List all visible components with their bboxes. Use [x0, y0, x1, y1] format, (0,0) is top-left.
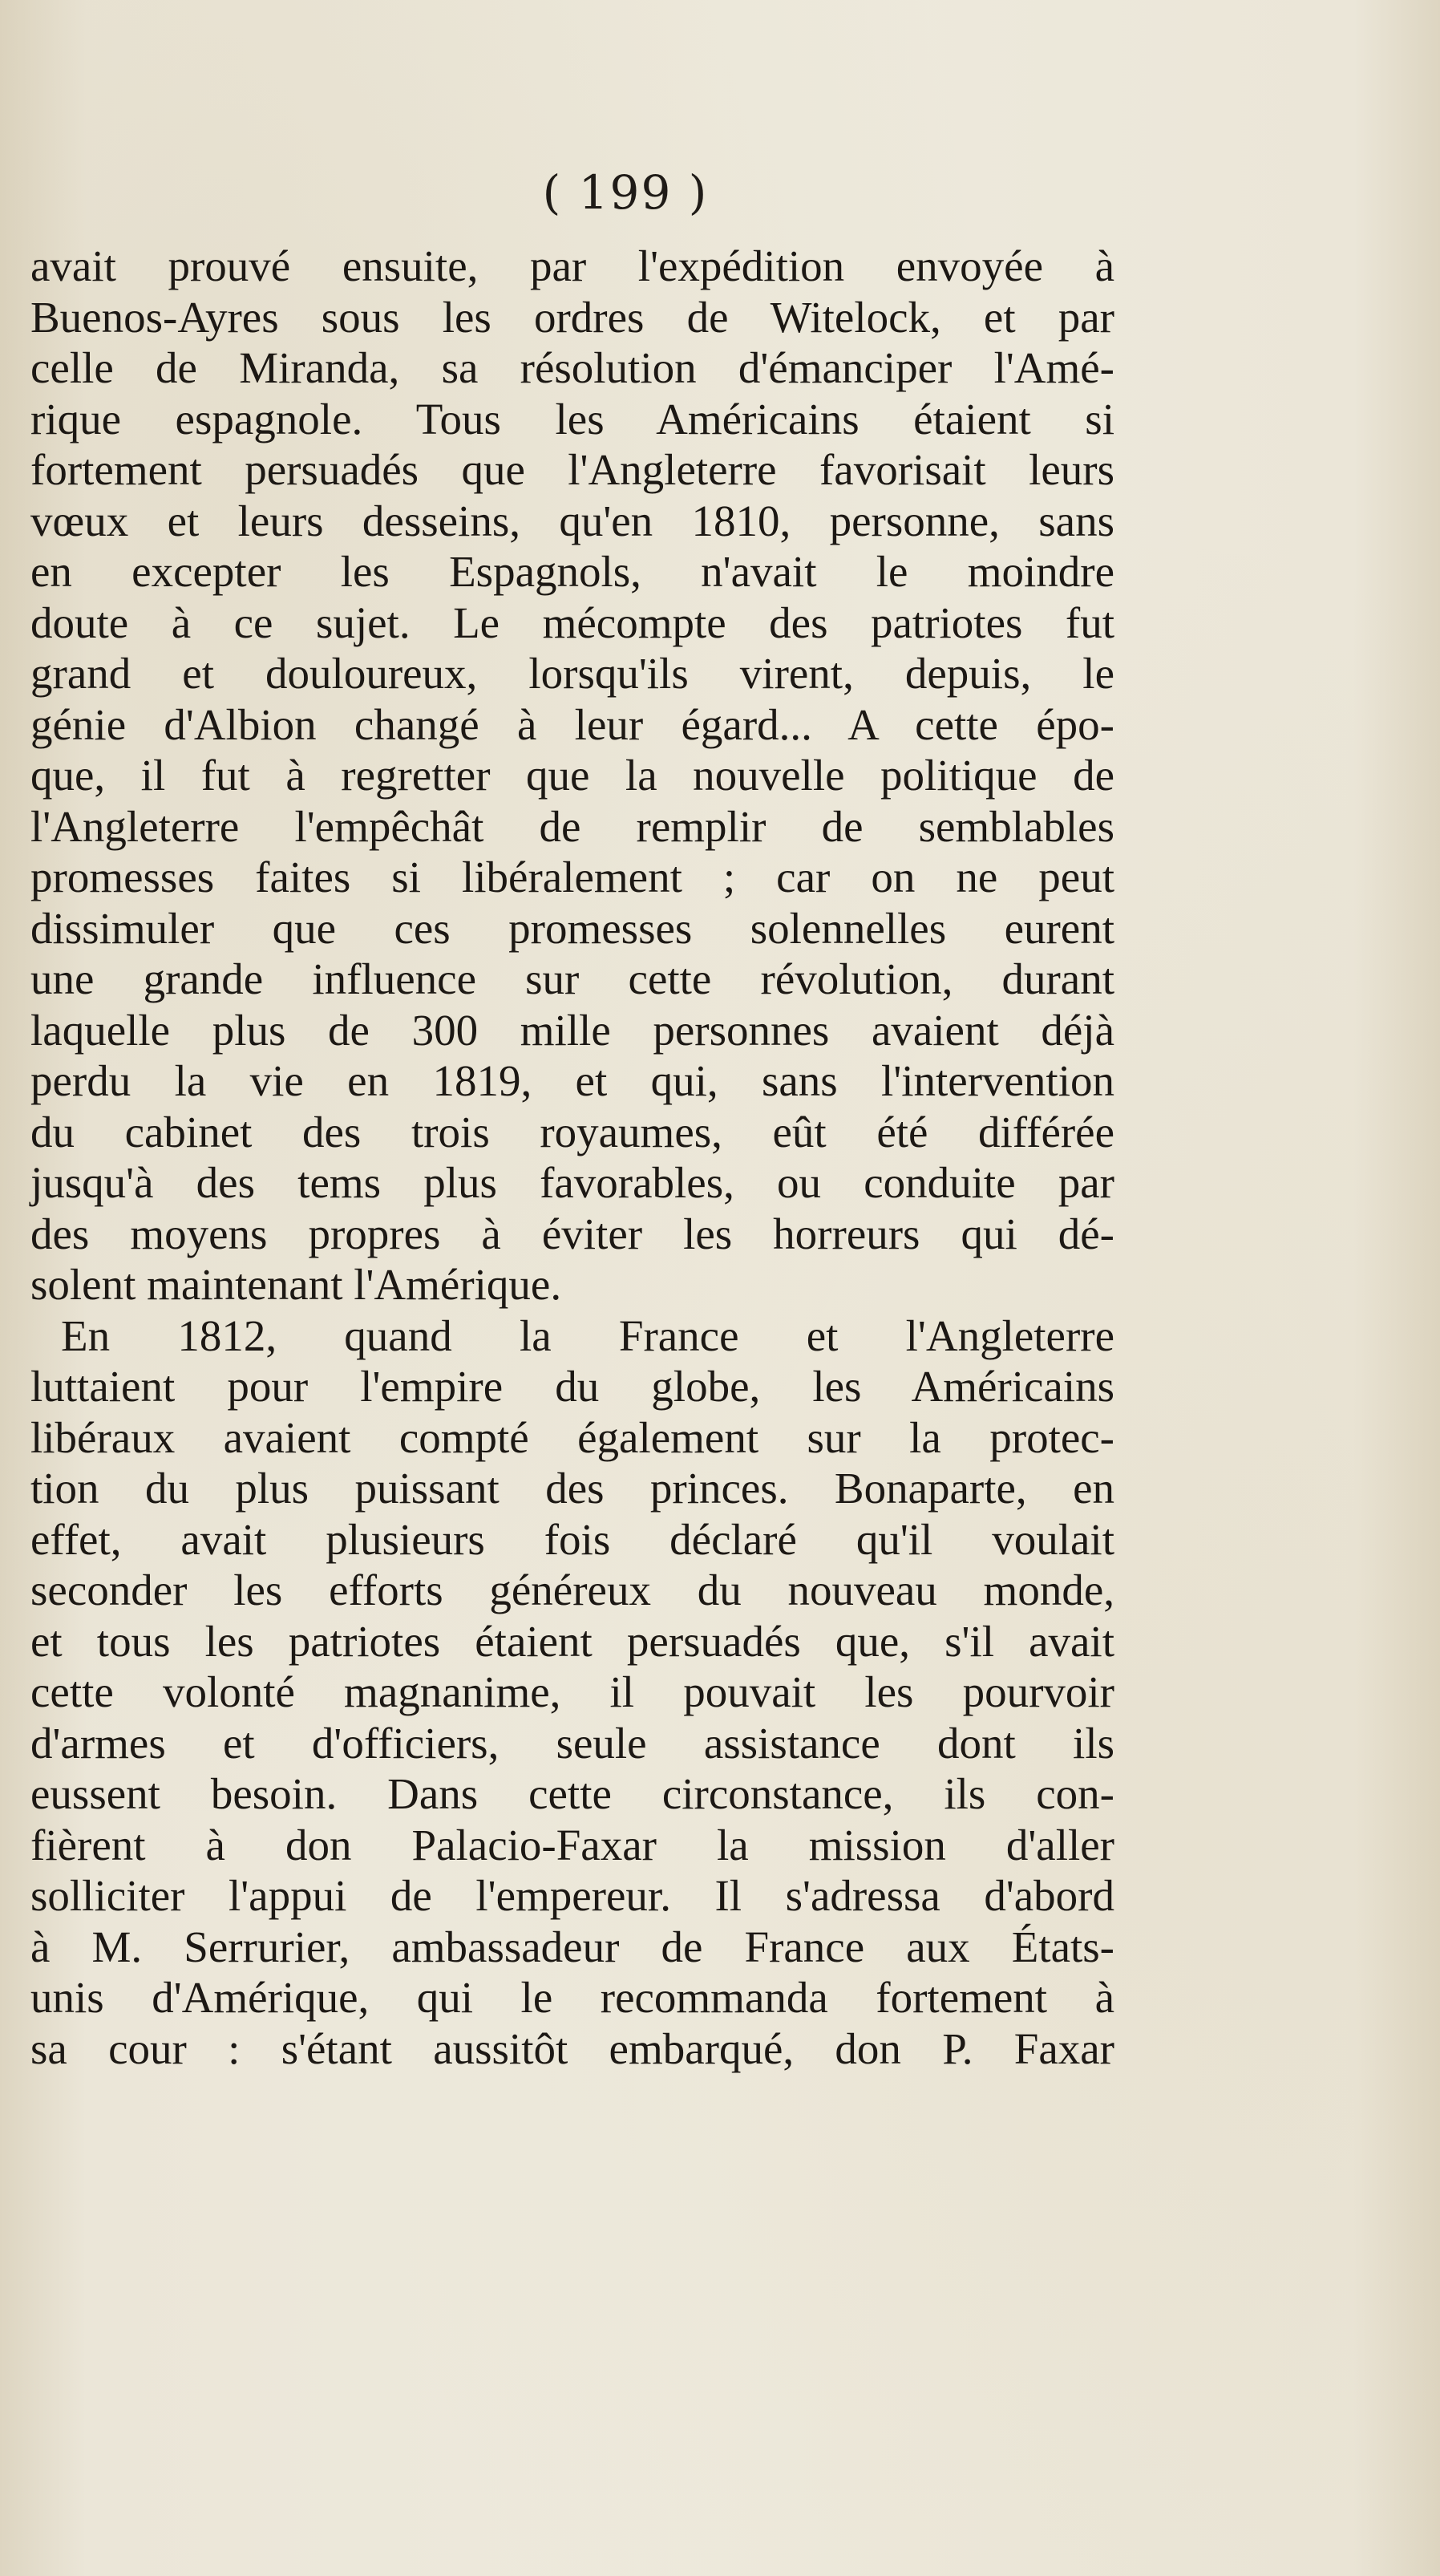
text-line: sa cour : s'étant aussitôt embarqué, don P. Faxar: [30, 2023, 1114, 2073]
text-line: luttaient pour l'empire du globe, les Américains: [30, 1362, 1114, 1411]
text-line: jusqu'à des tems plus favorables, ou conduite par: [30, 1158, 1114, 1207]
text-line: laquelle plus de 300 mille personnes avaient déjà: [30, 1005, 1114, 1055]
text-line: Buenos-Ayres sous les ordres de Witelock, et par: [30, 292, 1114, 342]
text-line: celle de Miranda, sa résolution d'émanciper l'Amé-: [30, 343, 1114, 392]
text-line: perdu la vie en 1819, et qui, sans l'intervention: [30, 1056, 1114, 1105]
page-number: ( 199 ): [542, 165, 709, 220]
text-line: libéraux avaient compté également sur la protec-: [30, 1412, 1114, 1462]
text-line: une grande influence sur cette révolution, durant: [30, 954, 1114, 1003]
text-line: seconder les efforts généreux du nouveau monde,: [30, 1565, 1114, 1614]
text-line: l'Angleterre l'empêchât de remplir de semblables: [30, 801, 1114, 851]
text-line: cette volonté magnanime, il pouvait les pourvoir: [30, 1667, 1114, 1716]
text-line: à M. Serrurier, ambassadeur de France aux États-: [30, 1922, 1114, 1971]
text-line: des moyens propres à éviter les horreurs qui dé-: [30, 1209, 1114, 1258]
text-line: fièrent à don Palacio-Faxar la mission d'aller: [30, 1820, 1114, 1869]
text-line: d'armes et d'officiers, seule assistance dont ils: [30, 1718, 1114, 1768]
body-text: [30, 241, 1114, 2074]
text-line: du cabinet des trois royaumes, eût été différée: [30, 1107, 1114, 1156]
text-line: génie d'Albion changé à leur égard... A cette épo-: [30, 699, 1114, 749]
text-line: que, il fut à regretter que la nouvelle politique de: [30, 751, 1114, 800]
text-line: fortement persuadés que l'Angleterre favorisait leurs: [30, 445, 1114, 494]
text-line: grand et douloureux, lorsqu'ils virent, depuis, le: [30, 649, 1114, 698]
paragraph-start-line: En 1812, quand la France et l'Angleterre: [61, 1310, 1114, 1360]
text-line: eussent besoin. Dans cette circonstance, ils con-: [30, 1769, 1114, 1818]
text-line: promesses faites si libéralement ; car on ne peut: [30, 853, 1114, 901]
text-line: effet, avait plusieurs fois déclaré qu'il voulait: [30, 1514, 1114, 1564]
paragraph-end-line: solent maintenant l'Amérique.: [30, 1260, 562, 1309]
text-line: avait prouvé ensuite, par l'expédition envoyée à: [30, 241, 1114, 290]
text-line: tion du plus puissant des princes. Bonaparte, en: [30, 1464, 1114, 1513]
text-line: doute à ce sujet. Le mécompte des patriotes fut: [30, 597, 1114, 647]
text-line: vœux et leurs desseins, qu'en 1810, personne, sans: [30, 496, 1114, 545]
text-line: en excepter les Espagnols, n'avait le moindre: [30, 547, 1114, 596]
text-line: dissimuler que ces promesses solennelles eurent: [30, 903, 1114, 953]
text-line: rique espagnole. Tous les Américains étaient si: [30, 394, 1114, 444]
text-line: et tous les patriotes étaient persuadés que, s'il avait: [30, 1616, 1114, 1666]
text-line: solliciter l'appui de l'empereur. Il s'adressa d'abord: [30, 1871, 1114, 1920]
text-line: unis d'Amérique, qui le recommanda fortement à: [30, 1973, 1114, 2022]
